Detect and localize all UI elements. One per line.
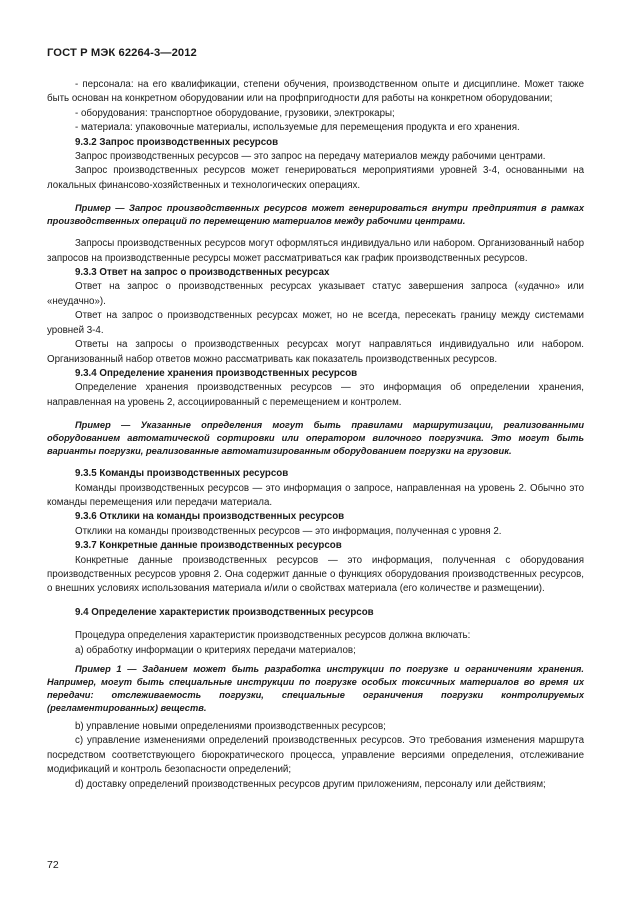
list-item: - материала: упаковочные материалы, используемые для перемещения продукта и его хранения. (75, 122, 520, 134)
list-item: - персонала: на его квалификации, степени обучения, производственном опыте и дисциплине. Может также быть основан на конкретном оборудовании или на профпригодности для работы на конкретном оборудовании; (47, 79, 584, 105)
section-heading: 9.3.3 Ответ на запрос о производственных ресурсах (75, 267, 330, 279)
list-item: d) доставку определений производственных ресурсов другим приложениям, персоналу или действиям; (75, 778, 546, 790)
paragraph: Определение хранения производственных ресурсов — это информация об определении хранения, направленная на уровень 2, ассоциированный с перемещением и контролем. (47, 382, 584, 408)
list-item: - оборудования: транспортное оборудование, грузовики, электрокары; (75, 107, 395, 119)
paragraph: Запрос производственных ресурсов может генерироваться мероприятиями уровней 3-4, основанными на локальных финансово-хозяйственных и технологических операциях. (47, 165, 584, 191)
paragraph: Процедура определения характеристик производственных ресурсов должна включать: (75, 630, 471, 642)
paragraph: Конкретные данные производственных ресурсов — это информация, полученная с оборудования производственных ресурсов уровня 2. Она содержит данные о функциях оборудования производственных ресурсов, о внешних условиях использования материала и/или о свойствах материала (его количестве и размещении). (47, 554, 584, 595)
list-item: b) управление новыми определениями производственных ресурсов; (75, 721, 386, 732)
paragraph: Ответ на запрос о производственных ресурсах указывает статус завершения запроса («удачно» или «неудачно»). (47, 281, 584, 307)
paragraph: Запросы производственных ресурсов могут оформляться индивидуально или набором. Организованный набор запросов на производственные ресурсы может рассматриваться как график производственных ресурсов. (47, 238, 584, 264)
section-heading: 9.3.4 Определение хранения производственных ресурсов (75, 367, 358, 379)
paragraph: Запрос производственных ресурсов — это запрос на передачу материалов между рабочими центрами. (75, 151, 546, 163)
section-heading: 9.4 Определение характеристик производственных ресурсов (75, 606, 374, 618)
paragraph: Отклики на команды производственных ресурсов — это информация, полученная с уровня 2. (75, 525, 502, 537)
document-body (47, 78, 584, 792)
paragraph: Команды производственных ресурсов — это информация о запросе, направленная на уровень 2. Обычно это команды перемещения или передачи материала. (47, 482, 584, 508)
example-note: Пример — Запрос производственных ресурсов может генерироваться внутри предприятия в рамках производственных операций по перемещению материалов между рабочими центрами. (47, 203, 584, 227)
document-header: ГОСТ Р МЭК 62264-3—2012 (47, 47, 197, 59)
section-heading: 9.3.7 Конкретные данные производственных ресурсов (75, 540, 342, 552)
list-item: а) обработку информации о критериях передачи материалов; (75, 644, 356, 656)
example-note: Пример 1 — Заданием может быть разработка инструкции по погрузке и ограничениям хранения. Например, могут быть специальные инструкции по погрузке особых токсичных материалов во время их передачи: отслеживаемость погрузки, специальные ограничения погрузки контролируемых (регламентированных) веществ. (47, 664, 584, 713)
paragraph: Ответы на запросы о производственных ресурсах могут направляться индивидуально или набором. Организованный набор ответов можно рассматривать как показатель производственных ресурсов. (47, 339, 584, 365)
section-heading: 9.3.5 Команды производственных ресурсов (75, 468, 289, 480)
list-item: c) управление изменениями определений производственных ресурсов. Это требования изменения маршрута посредством соответствующего бюрократического процесса, управление версиями определения, отслеживание модификаций и контроль безопасности определений; (47, 735, 584, 776)
page-number: 72 (47, 859, 59, 871)
paragraph: Ответ на запрос о производственных ресурсах может, но не всегда, пересекать границу между системами уровней 3-4. (47, 310, 584, 336)
section-heading: 9.3.2 Запрос производственных ресурсов (75, 136, 279, 148)
section-heading: 9.3.6 Отклики на команды производственных ресурсов (75, 511, 345, 523)
example-note: Пример — Указанные определения могут быть правилами маршрутизации, реализованными оборудованием автоматической сортировки или оператором вилочного погрузчика. Это могут быть варианты погрузки, реализованные автоматизированным оборудованием погрузки на грузовик. (47, 420, 584, 457)
